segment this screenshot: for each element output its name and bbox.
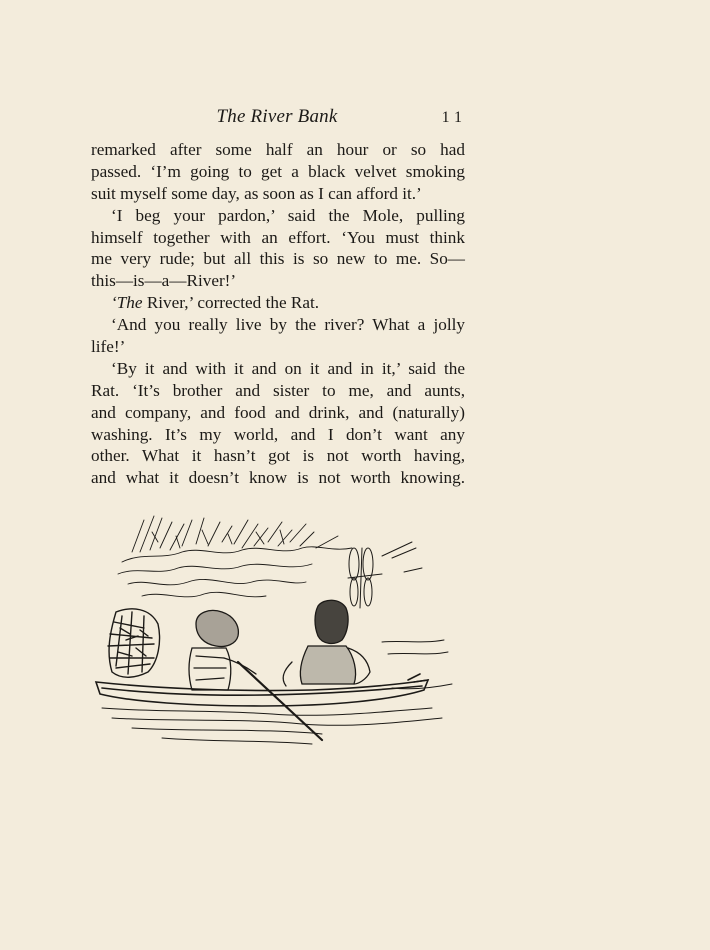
bush-sketch: [108, 609, 160, 677]
text-line: life!’: [91, 337, 126, 357]
text-line-with-italic: [91, 292, 465, 314]
text-line: and company, and food and drink, and (naturally): [91, 402, 465, 422]
text-line: washing. It’s my world, and I don’t want any: [91, 424, 465, 444]
text-line: remarked after some half an hour or so had: [91, 140, 465, 159]
text-line: this—is—a—River!’: [91, 271, 237, 291]
italic-word: ‘The: [111, 293, 143, 313]
page-header: [91, 106, 467, 134]
text-line: and what it doesn’t know is not worth knowing.: [91, 468, 465, 488]
text-line: ‘And you really live by the river? What a jolly: [111, 315, 465, 335]
text-line: other. What it hasn’t got is not worth having,: [91, 446, 465, 466]
text-span: River,’ corrected the Rat.: [146, 293, 320, 313]
boat-sketch: [96, 674, 428, 706]
text-line: suit myself some day, as soon as I can afford it.’: [91, 183, 422, 203]
text-line: Rat. ‘It’s brother and sister to me, and aunts,: [91, 380, 465, 400]
text-line: passed. ‘I’m going to get a black velvet smoking: [91, 161, 465, 181]
text-line: ‘By it and with it and on it and in it,’ said the: [111, 358, 465, 378]
boat-illustration: [92, 512, 462, 752]
reeds-sketch: [118, 516, 352, 597]
running-title: The River Bank: [216, 106, 338, 127]
body-text: [91, 139, 465, 489]
page-number: 11: [441, 109, 467, 126]
rat-figure: [189, 611, 256, 691]
dragonfly-sketch: [348, 542, 422, 608]
mole-figure: [283, 600, 370, 686]
text-line: ‘I beg your pardon,’ said the Mole, pulling: [111, 205, 465, 225]
text-line: me very rude; but all this is so new to me. So—: [91, 249, 465, 269]
text-line: himself together with an effort. ‘You must think: [91, 227, 465, 247]
